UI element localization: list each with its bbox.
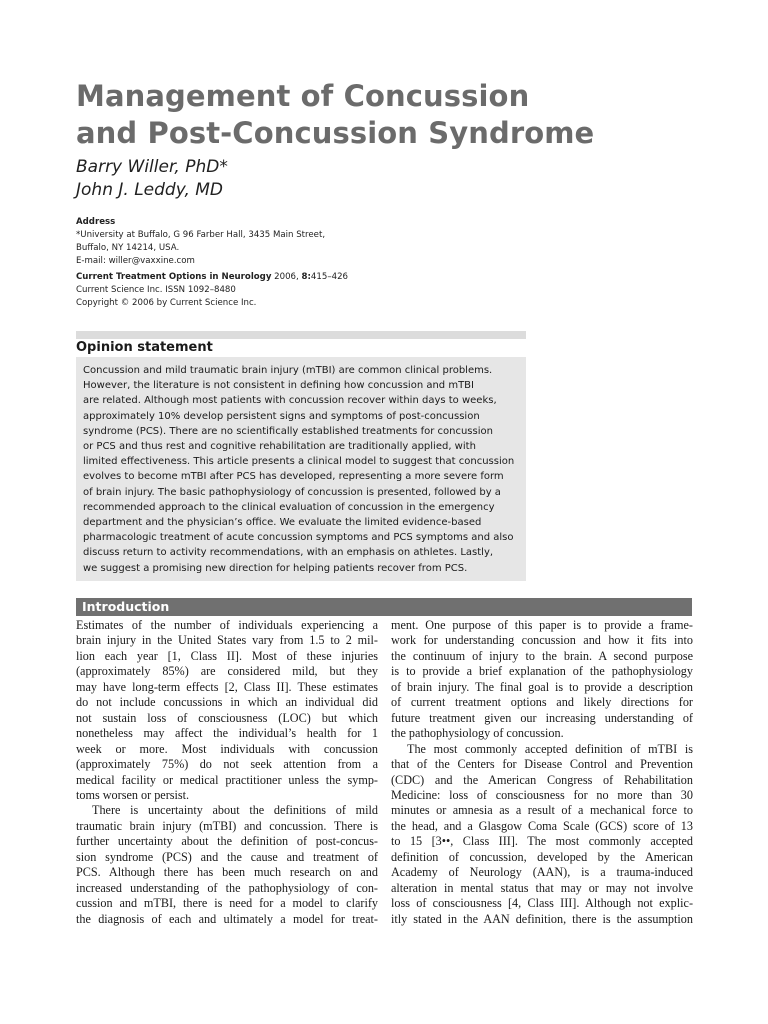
opinion-statement-box bbox=[76, 357, 526, 581]
body-text-line: of current treatment options and likely directions for bbox=[391, 695, 693, 710]
body-text-line: cussion and mTBI, there is need for a model to clarify bbox=[76, 896, 378, 911]
body-text-line: do not include concussions in which an individual did bbox=[76, 695, 378, 710]
body-text-line: Academy of Neurology (AAN), is a trauma-induced bbox=[391, 865, 693, 880]
opinion-top-rule bbox=[76, 331, 526, 339]
body-text-line: the diagnosis of each and ultimately a model for treat- bbox=[76, 911, 378, 926]
body-text-line: medical facility or medical practitioner unless the symp- bbox=[76, 772, 378, 787]
address-label: Address bbox=[76, 217, 116, 227]
body-text-line: increased understanding of the pathophysiology of con- bbox=[76, 880, 378, 895]
body-text-line: traumatic brain injury (mTBI) and concussion. There is bbox=[76, 818, 378, 833]
opinion-text-line: discuss return to activity recommendations, with an emphasis on athletes. Lastly, bbox=[83, 547, 494, 559]
opinion-text-line: we suggest a promising new direction for helping patients recover from PCS. bbox=[83, 562, 468, 574]
opinion-text-line: Concussion and mild traumatic brain injury (mTBI) are common clinical problems. bbox=[83, 365, 493, 376]
author-name: John J. Leddy, MD bbox=[76, 180, 224, 200]
opinion-text-line: limited effectiveness. This article presents a clinical model to suggest that concussion bbox=[83, 456, 515, 468]
citation-volume: 8: bbox=[301, 272, 311, 282]
publisher-line: Current Science Inc. ISSN 1092–8480 bbox=[76, 285, 236, 295]
body-text-line: loss of consciousness [4, Class III]. Although not explic- bbox=[391, 896, 693, 911]
body-column-right bbox=[391, 618, 693, 927]
body-column-left bbox=[76, 618, 378, 927]
body-text-line: There is uncertainty about the definitions of mild bbox=[92, 803, 378, 818]
body-text-line: (approximately 75%) do not seek attention from a bbox=[76, 757, 378, 772]
body-text-line: alteration in mental status that may or may not involve bbox=[391, 880, 693, 895]
title-line: Management of Concussion bbox=[76, 79, 530, 113]
opinion-text-line: of brain injury. The basic pathophysiology of concussion is presented, followed by a bbox=[83, 486, 501, 498]
opinion-text-line: are related. Although most patients with concussion recover within days to weeks, bbox=[83, 395, 497, 407]
citation-pages: 415–426 bbox=[310, 272, 349, 282]
body-text-line: (CDC) and the American Congress of Rehabilitation bbox=[391, 772, 693, 787]
opinion-text-line: approximately 10% develop persistent signs and symptoms of post-concussion bbox=[83, 410, 480, 422]
body-text-line: Medicine: loss of consciousness for no more than 30 bbox=[391, 787, 693, 802]
opinion-text-line: evolves to become mTBI after PCS has developed, representing a more severe form bbox=[83, 471, 504, 483]
opinion-text-line: recommended approach to the clinical evaluation of concussion in the emergency bbox=[83, 501, 495, 513]
address-line: *University at Buffalo, G 96 Farber Hall, 3435 Main Street, bbox=[76, 230, 326, 240]
body-text-line: the head, and a Glasgow Coma Scale (GCS) score of 13 bbox=[391, 818, 693, 833]
body-text-line: lion each year [1, Class II]. Most of these injuries bbox=[76, 648, 378, 663]
body-text-line: is to provide a brief explanation of the pathophysiology bbox=[391, 664, 693, 679]
journal-name: Current Treatment Options in Neurology bbox=[76, 272, 272, 282]
body-text-line: nonetheless may affect the individual’s health for 1 bbox=[76, 726, 378, 741]
body-text-line: itly stated in the AAN definition, there is the assumption bbox=[391, 911, 693, 926]
body-text-line: The most commonly accepted definition of mTBI is bbox=[407, 741, 693, 756]
article-metadata bbox=[76, 216, 456, 310]
article-title bbox=[76, 78, 696, 152]
body-text-line: PCS. Although there has been much research on and bbox=[76, 865, 378, 880]
body-text-line: not sustain loss of consciousness (LOC) but which bbox=[76, 710, 378, 725]
opinion-text-line: pharmacologic treatment of acute concussion symptoms and PCS symptoms and also bbox=[83, 532, 514, 544]
opinion-text-line: or PCS and thus rest and cognitive rehabilitation are traditionally applied, with bbox=[83, 441, 476, 453]
body-text-line: further uncertainty about the definition of post-concus- bbox=[76, 834, 378, 849]
body-text-line: future treatment given our increasing understanding of bbox=[391, 710, 693, 725]
opinion-text-line: However, the literature is not consistent in defining how concussion and mTBI bbox=[83, 380, 474, 392]
body-text-line: ment. One purpose of this paper is to provide a frame- bbox=[391, 618, 693, 632]
body-text-line: Estimates of the number of individuals experiencing a bbox=[76, 618, 378, 632]
title-line: and Post-Concussion Syndrome bbox=[76, 116, 595, 150]
opinion-text-line: syndrome (PCS). There are no scientifically established treatments for concussion bbox=[83, 425, 493, 437]
body-text-line: (approximately 85%) are considered mild, but they bbox=[76, 664, 378, 679]
body-text-line: definition of concussion, developed by the American bbox=[391, 849, 693, 864]
body-text-line: the pathophysiology of concussion. bbox=[391, 726, 564, 741]
body-text-line: of brain injury. The final goal is to provide a description bbox=[391, 679, 693, 694]
body-text-line: the continuum of injury to the brain. A second purpose bbox=[391, 648, 693, 663]
body-text-line: brain injury in the United States vary from 1.5 to 2 mil- bbox=[76, 633, 378, 648]
author-name: Barry Willer, PhD* bbox=[76, 157, 228, 177]
body-text-line: to 15 [3••, Class III]. The most commonly accepted bbox=[391, 834, 693, 849]
opinion-text-line: department and the physician’s office. We evaluate the limited evidence-based bbox=[83, 517, 482, 529]
body-text-line: that of the Centers for Disease Control and Prevention bbox=[391, 757, 693, 772]
body-text-line: work for understanding concussion and how it fits into bbox=[391, 633, 693, 648]
email-line: E-mail: willer@vaxxine.com bbox=[76, 256, 195, 266]
introduction-heading: Introduction bbox=[82, 599, 170, 614]
body-text-line: minutes or amnesia as a result of a mechanical force to bbox=[391, 803, 693, 818]
body-text-line: sion syndrome (PCS) and the cause and treatment of bbox=[76, 849, 378, 864]
body-text-line: toms worsen or persist. bbox=[76, 787, 190, 802]
address-line: Buffalo, NY 14214, USA. bbox=[76, 243, 180, 253]
citation-year: 2006, bbox=[271, 272, 302, 282]
copyright-line: Copyright © 2006 by Current Science Inc. bbox=[76, 298, 257, 308]
opinion-heading: Opinion statement bbox=[76, 340, 213, 355]
body-text-line: may have long-term effects [2, Class II]. These estimates bbox=[76, 679, 378, 694]
author-list bbox=[76, 156, 476, 202]
citation-line bbox=[76, 271, 456, 284]
body-text-line: week or more. Most individuals with concussion bbox=[76, 741, 378, 756]
